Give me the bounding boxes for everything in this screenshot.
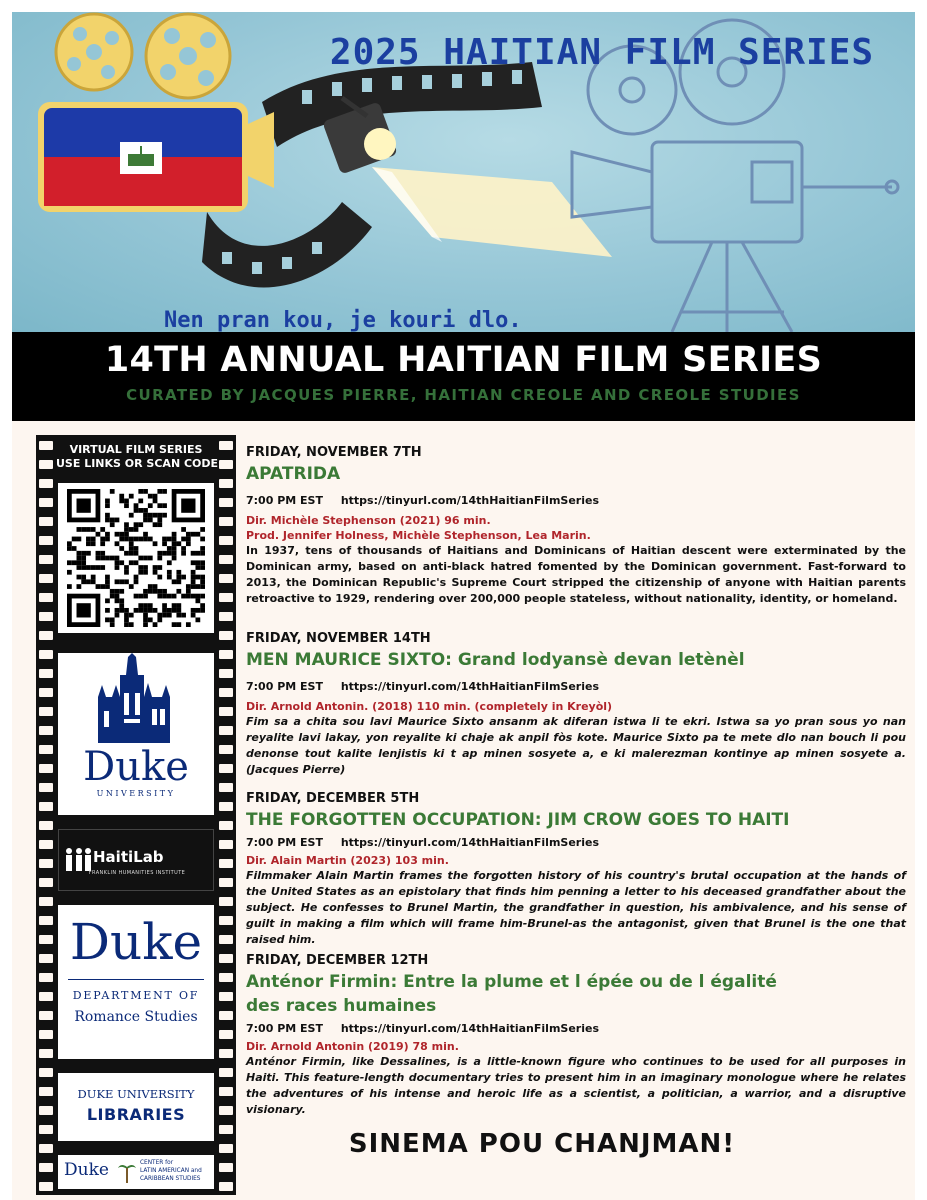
sprocket-hole	[39, 612, 53, 621]
scan-code-line: USE LINKS OR SCAN CODE	[56, 457, 219, 470]
sprocket-hole	[39, 1106, 53, 1115]
libraries-university-label: DUKE UNIVERSITY	[77, 1087, 195, 1101]
title-bar	[12, 332, 915, 421]
sprocket-hole	[219, 859, 233, 868]
program-section	[12, 421, 915, 1200]
haiti-lab-logo	[58, 829, 214, 891]
sprocket-hole	[39, 707, 53, 716]
sprocket-hole	[39, 669, 53, 678]
film-title-line: des races humaines	[246, 996, 437, 1016]
showtime	[246, 1022, 906, 1035]
sprocket-hole	[39, 498, 53, 507]
sprocket-hole	[219, 1068, 233, 1077]
logo-divider	[68, 979, 204, 980]
sprocket-hole	[219, 1125, 233, 1134]
film-date: FRIDAY, DECEMBER 5TH	[246, 791, 420, 806]
sprocket-hole	[219, 764, 233, 773]
show-time: 7:00 PM EST	[246, 680, 323, 693]
sprocket-hole	[219, 536, 233, 545]
film-title	[246, 970, 906, 1018]
main-title: 14TH ANNUAL HAITIAN FILM SERIES	[104, 340, 823, 380]
sprocket-hole	[39, 536, 53, 545]
film-description: Filmmaker Alain Martin frames the forgotten history of his country's brutal occupation at the hands of the United States as an epistolary that finds him penning a letter to his deceased grandfather about the subject. He confesses to Brunel Martin, the grandfather in question, his ambivalence, and his sense of guilt in making a film which will frame him-Brunel-as the antagonist, given that Brunel is the one that raised him.	[246, 869, 906, 946]
closing-slogan: SINEMA POU CHANJMAN!	[348, 1129, 736, 1159]
virtual-series-line: VIRTUAL FILM SERIES	[69, 443, 203, 456]
film-title-line: Anténor Firmin: Entre la plume et l épée ou de l égalité	[246, 972, 777, 992]
sprocket-hole	[39, 1163, 53, 1172]
sprocket-holes-left	[39, 435, 53, 1195]
sprocket-hole	[219, 745, 233, 754]
sprocket-hole	[39, 973, 53, 982]
film-title: APATRIDA	[246, 464, 341, 484]
film-date: FRIDAY, NOVEMBER 7TH	[246, 445, 422, 460]
clacs-logo	[58, 1155, 214, 1189]
sprocket-hole	[219, 593, 233, 602]
film-description: In 1937, tens of thousands of Haitians and Dominicans of Haitian descent were exterminated by the Dominican army, based on anti-black hatred fomented by the Dominican government. Fast-forward to 2013, the Dominican Republic's Supreme Court stripped the citizenship of anyone with Haitian parents retroactive to 1929, rendering over 200,000 people stateless, without nationality, identity, or homeland.	[246, 544, 906, 605]
sprocket-hole	[219, 821, 233, 830]
sprocket-hole	[39, 1087, 53, 1096]
duke-university-label: UNIVERSITY	[96, 789, 176, 798]
film-reel-icon	[56, 14, 230, 98]
sprocket-hole	[39, 992, 53, 1001]
sprocket-hole	[219, 479, 233, 488]
sprocket-hole	[39, 650, 53, 659]
sprocket-hole	[39, 821, 53, 830]
show-time: 7:00 PM EST	[246, 494, 323, 507]
curator-credit: CURATED BY JACQUES PIERRE, HAITIAN CREOLE AND CREOLE STUDIES	[126, 386, 801, 404]
sprocket-hole	[219, 441, 233, 450]
sprocket-hole	[39, 802, 53, 811]
sprocket-hole	[219, 992, 233, 1001]
sprocket-hole	[219, 1163, 233, 1172]
sprocket-hole	[39, 460, 53, 469]
department-of-label: DEPARTMENT OF	[72, 989, 200, 1002]
sprocket-hole	[39, 840, 53, 849]
stream-link[interactable]: https://tinyurl.com/14thHaitianFilmSeries	[340, 680, 599, 693]
stream-link[interactable]: https://tinyurl.com/14thHaitianFilmSeries	[340, 1022, 599, 1035]
director-credit: Dir. Michèle Stephenson (2021) 96 min.	[246, 514, 491, 527]
sprocket-hole	[39, 517, 53, 526]
sprocket-hole	[219, 1030, 233, 1039]
sprocket-hole	[39, 1049, 53, 1058]
sprocket-hole	[219, 726, 233, 735]
sprocket-hole	[219, 878, 233, 887]
sprocket-hole	[39, 1068, 53, 1077]
director-credit: Dir. Arnold Antonin (2019) 78 min.	[246, 1040, 459, 1053]
sprocket-hole	[219, 1144, 233, 1153]
sprocket-hole	[219, 517, 233, 526]
sprocket-hole	[219, 783, 233, 792]
clacs-line: CENTER for	[140, 1160, 174, 1166]
haiti-flag-icon	[38, 102, 274, 212]
sprocket-hole	[219, 707, 233, 716]
clacs-duke-wordmark: Duke	[64, 1160, 109, 1180]
sponsor-film-strip	[36, 435, 236, 1195]
showtime	[246, 680, 906, 693]
sprocket-hole	[219, 1011, 233, 1020]
sprocket-hole	[39, 764, 53, 773]
series-year-title: 2025 HAITIAN FILM SERIES	[329, 32, 875, 73]
sprocket-hole	[219, 916, 233, 925]
film-listing	[246, 953, 906, 1118]
stream-link[interactable]: https://tinyurl.com/14thHaitianFilmSeries	[340, 836, 599, 849]
romance-studies-logo	[58, 905, 214, 1059]
sprocket-hole	[39, 916, 53, 925]
sprocket-hole	[219, 973, 233, 982]
series-slogan: Nen pran kou, je kouri dlo.	[164, 308, 522, 332]
duke-university-logo	[58, 653, 214, 815]
show-time: 7:00 PM EST	[246, 1022, 323, 1035]
qr-code-icon[interactable]	[67, 489, 205, 627]
sprocket-hole	[39, 593, 53, 602]
sprocket-hole	[39, 555, 53, 564]
film-listing	[246, 631, 906, 778]
sprocket-hole	[39, 631, 53, 640]
film-date: FRIDAY, DECEMBER 12TH	[246, 953, 429, 968]
film-listing	[246, 791, 906, 948]
sprocket-hole	[219, 1049, 233, 1058]
sprocket-hole	[219, 574, 233, 583]
showtime	[246, 494, 906, 507]
palm-tree-icon	[118, 1161, 136, 1183]
showtime	[246, 836, 906, 849]
sprocket-hole	[219, 802, 233, 811]
sprocket-hole	[39, 954, 53, 963]
sprocket-hole	[219, 954, 233, 963]
sprocket-hole	[219, 555, 233, 564]
sprocket-hole	[219, 688, 233, 697]
romance-duke-wordmark: Duke	[69, 913, 203, 971]
duke-chapel-icon	[58, 653, 214, 745]
haiti-lab-wordmark: HaitiLab	[93, 848, 164, 866]
sprocket-hole	[39, 1030, 53, 1039]
sprocket-hole	[39, 935, 53, 944]
sprocket-hole	[39, 878, 53, 887]
clacs-line: LATIN AMERICAN and	[140, 1168, 202, 1174]
sprocket-hole	[39, 1125, 53, 1134]
sprocket-hole	[39, 688, 53, 697]
sprocket-hole	[219, 631, 233, 640]
libraries-label: LIBRARIES	[86, 1105, 186, 1124]
duke-libraries-logo	[58, 1073, 214, 1141]
sprocket-hole	[219, 935, 233, 944]
sprocket-hole	[39, 1144, 53, 1153]
sprocket-hole	[219, 498, 233, 507]
sprocket-hole	[39, 859, 53, 868]
sprocket-hole	[39, 574, 53, 583]
sprocket-hole	[219, 840, 233, 849]
producer-credit: Prod. Jennifer Holness, Michèle Stephenson, Lea Marin.	[246, 529, 591, 542]
sprocket-hole	[219, 1087, 233, 1096]
film-title: THE FORGOTTEN OCCUPATION: JIM CROW GOES TO HAITI	[246, 810, 790, 830]
director-credit: Dir. Arnold Antonin. (2018) 110 min. (completely in Kreyòl)	[246, 700, 613, 713]
sprocket-hole	[219, 897, 233, 906]
virtual-series-heading	[56, 443, 219, 471]
sprocket-hole	[39, 783, 53, 792]
clacs-center-label	[140, 1159, 212, 1183]
sprocket-holes-right	[219, 435, 233, 1195]
sprocket-hole	[39, 441, 53, 450]
film-description: Anténor Firmin, like Dessalines, is a little-known figure who continues to be used for all purposes in Haiti. This feature-length documentary tries to present him in an imaginary monologue where he relates the adventures of his intense and heroic life as a scientist, a politician, a warrior, and a disruptive visionary.	[246, 1055, 906, 1116]
film-date: FRIDAY, NOVEMBER 14TH	[246, 631, 431, 646]
film-description: Fim sa a chita sou lavi Maurice Sixto ansanm ak diferan istwa li te ekri. Istwa sa yo pran sous yo nan reyalite lavi lakay, yon reyalite ki chaje ak anpil fòs kote. Maurice Sixto pa te mete dlo nan bouch li pou denonse tout kalite lenjistis ki t ap minen sosyete a, e ki malerezman kontinye ap minen sosyete a. (Jacques Pierre)	[246, 715, 906, 776]
sprocket-hole	[39, 745, 53, 754]
sprocket-hole	[39, 726, 53, 735]
sprocket-hole	[39, 897, 53, 906]
film-listing	[246, 445, 906, 607]
stream-link[interactable]: https://tinyurl.com/14thHaitianFilmSeries	[340, 494, 599, 507]
sprocket-hole	[219, 650, 233, 659]
romance-studies-label: Romance Studies	[74, 1009, 198, 1025]
sprocket-hole	[219, 1106, 233, 1115]
qr-code-frame[interactable]	[58, 483, 214, 633]
sprocket-hole	[39, 1182, 53, 1191]
duke-wordmark: Duke	[83, 744, 189, 790]
director-credit: Dir. Alain Martin (2023) 103 min.	[246, 854, 449, 867]
franklin-humanities-label: FRANKLIN HUMANITIES INSTITUTE	[88, 870, 186, 876]
clacs-line: CARIBBEAN STUDIES	[140, 1176, 201, 1182]
sprocket-hole	[219, 1182, 233, 1191]
sprocket-hole	[219, 612, 233, 621]
film-title: MEN MAURICE SIXTO: Grand lodyansè devan letènèl	[246, 650, 745, 670]
sprocket-hole	[219, 460, 233, 469]
sprocket-hole	[39, 479, 53, 488]
sprocket-hole	[219, 669, 233, 678]
hero-banner	[12, 12, 915, 332]
sprocket-hole	[39, 1011, 53, 1020]
show-time: 7:00 PM EST	[246, 836, 323, 849]
